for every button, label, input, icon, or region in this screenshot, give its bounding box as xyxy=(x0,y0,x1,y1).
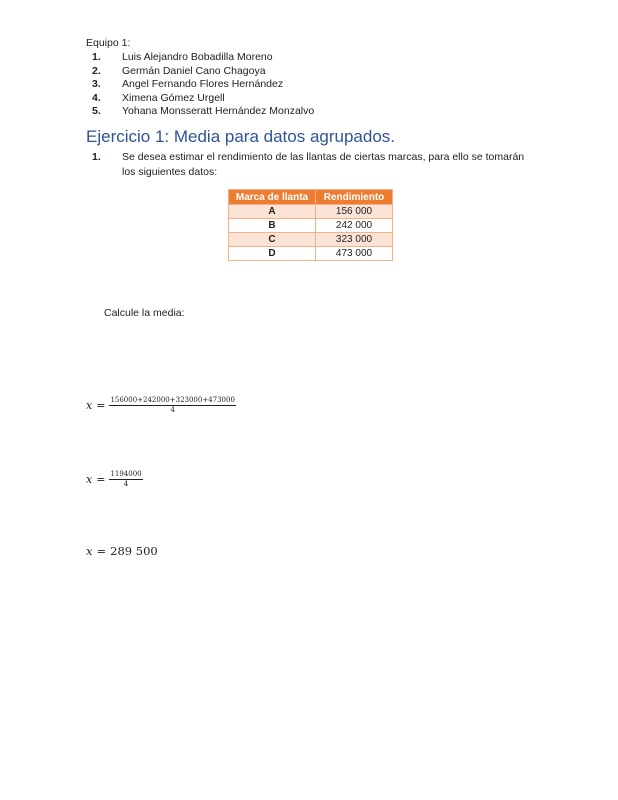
fraction xyxy=(109,396,235,415)
team-member xyxy=(92,105,314,119)
member-name: Angel Fernando Flores Hernández xyxy=(122,78,284,91)
yield-cell: 242 000 xyxy=(316,219,393,233)
fraction-numerator: 156000+242000+323000+473000 xyxy=(110,396,235,404)
equation-variable: x xyxy=(86,473,93,486)
list-number: 3. xyxy=(92,78,101,91)
equation-total xyxy=(86,470,143,489)
table-row xyxy=(229,205,393,219)
list-number: 5. xyxy=(92,105,101,118)
fraction-denominator: 4 xyxy=(170,406,175,414)
member-name: Germán Daniel Cano Chagoya xyxy=(122,64,266,77)
equation-result xyxy=(86,544,158,558)
list-number: 4. xyxy=(92,91,101,104)
brand-cell: D xyxy=(229,247,316,261)
column-header-yield: Rendimiento xyxy=(316,190,393,205)
equation-variable: x xyxy=(86,544,93,558)
fraction-denominator: 4 xyxy=(123,480,129,488)
equation-sum xyxy=(86,396,236,415)
table-row xyxy=(229,219,393,233)
table-row xyxy=(229,247,393,261)
brand-cell: A xyxy=(229,205,316,219)
brand-cell: C xyxy=(229,233,316,247)
table-header-row xyxy=(229,190,393,205)
member-name: Yohana Monsseratt Hernández Monzalvo xyxy=(122,105,315,118)
fraction xyxy=(109,470,142,489)
column-header-brand: Marca de llanta xyxy=(229,190,316,205)
team-member-list xyxy=(92,51,314,119)
result-value: 289 500 xyxy=(110,544,158,558)
problem-statement xyxy=(92,150,532,179)
equals-sign: = xyxy=(96,473,106,486)
member-name: Luis Alejandro Bobadilla Moreno xyxy=(122,51,273,63)
list-number: 2. xyxy=(92,64,101,77)
team-member xyxy=(92,92,314,106)
yield-cell: 323 000 xyxy=(316,233,393,247)
team-label: Equipo 1: xyxy=(86,37,131,49)
table-row xyxy=(229,233,393,247)
brand-cell: B xyxy=(229,219,316,233)
fraction-numerator: 1194000 xyxy=(110,470,142,478)
team-member xyxy=(92,78,314,92)
calculate-prompt: Calcule la media: xyxy=(104,307,185,319)
yield-cell: 156 000 xyxy=(316,205,393,219)
tire-data-table xyxy=(228,189,393,261)
equation-variable: x xyxy=(86,399,93,412)
team-member xyxy=(92,51,314,65)
member-name: Ximena Gómez Urgell xyxy=(122,91,225,104)
yield-cell: 473 000 xyxy=(316,247,393,261)
problem-number: 1. xyxy=(92,151,101,163)
team-member xyxy=(92,65,314,79)
equals-sign: = xyxy=(96,399,106,412)
list-number: 1. xyxy=(92,51,101,63)
equals-sign: = xyxy=(96,544,107,558)
problem-text: Se desea estimar el rendimiento de las llantas de ciertas marcas, para ello se tomarán los siguientes datos: xyxy=(122,151,525,178)
exercise-heading: Ejercicio 1: Media para datos agrupados. xyxy=(86,127,396,146)
